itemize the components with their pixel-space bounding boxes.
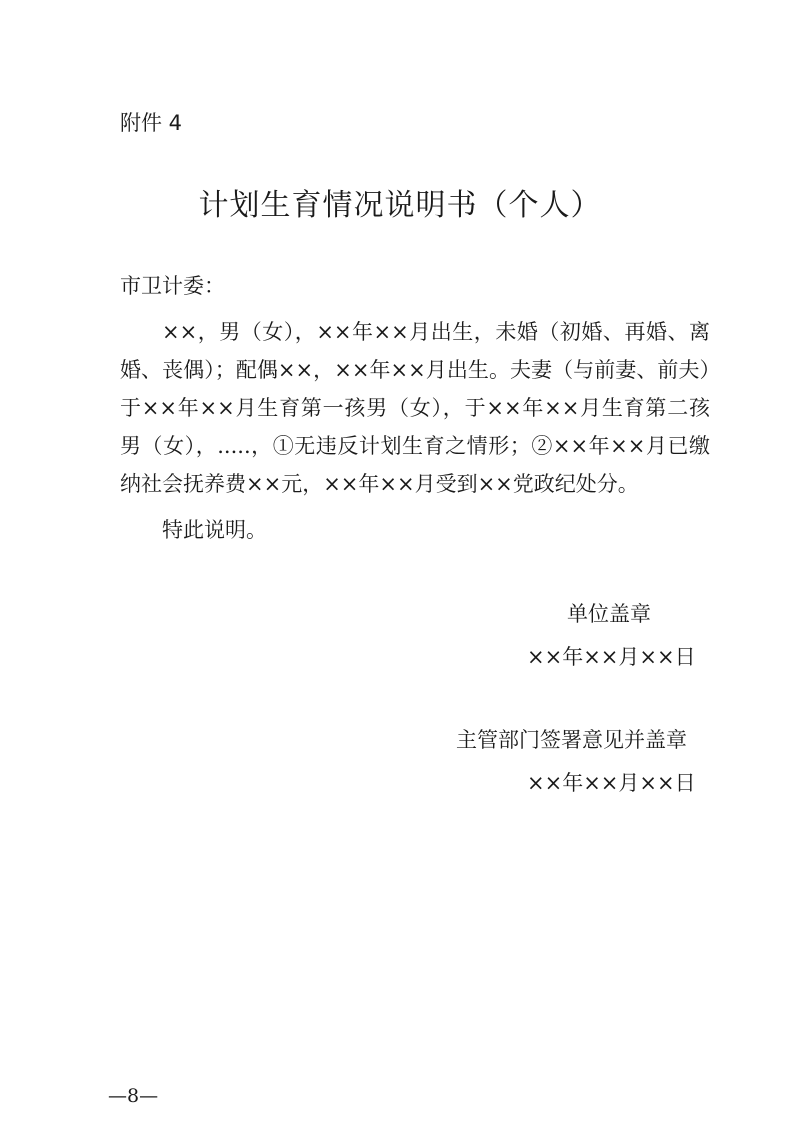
body-paragraph: ××，男（女），××年××月出生，未婚（初婚、再婚、离婚、丧偶）；配偶××，××年××月出生。夫妻（与前妻、前夫）于××年××月生育第一孩男（女），于××年××月生育第二孩男（女），.....，①无违反计划生育之情形；②××年××月已缴纳社会抚养费××元，××年××月受到××党政纪处分。 <box>120 320 710 496</box>
department-seal-label: 主管部门签署意见并盖章 <box>456 728 687 752</box>
document-title: 计划生育情况说明书（个人） <box>198 188 602 223</box>
attachment-label: 附件 4 <box>120 111 183 135</box>
unit-date: ××年××月××日 <box>527 645 696 669</box>
addressee: 市卫计委： <box>120 274 225 298</box>
unit-seal-label: 单位盖章 <box>567 602 651 626</box>
department-date: ××年××月××日 <box>527 771 696 795</box>
closing-remark: 特此说明。 <box>162 518 267 542</box>
page-number: —8— <box>108 1085 159 1107</box>
